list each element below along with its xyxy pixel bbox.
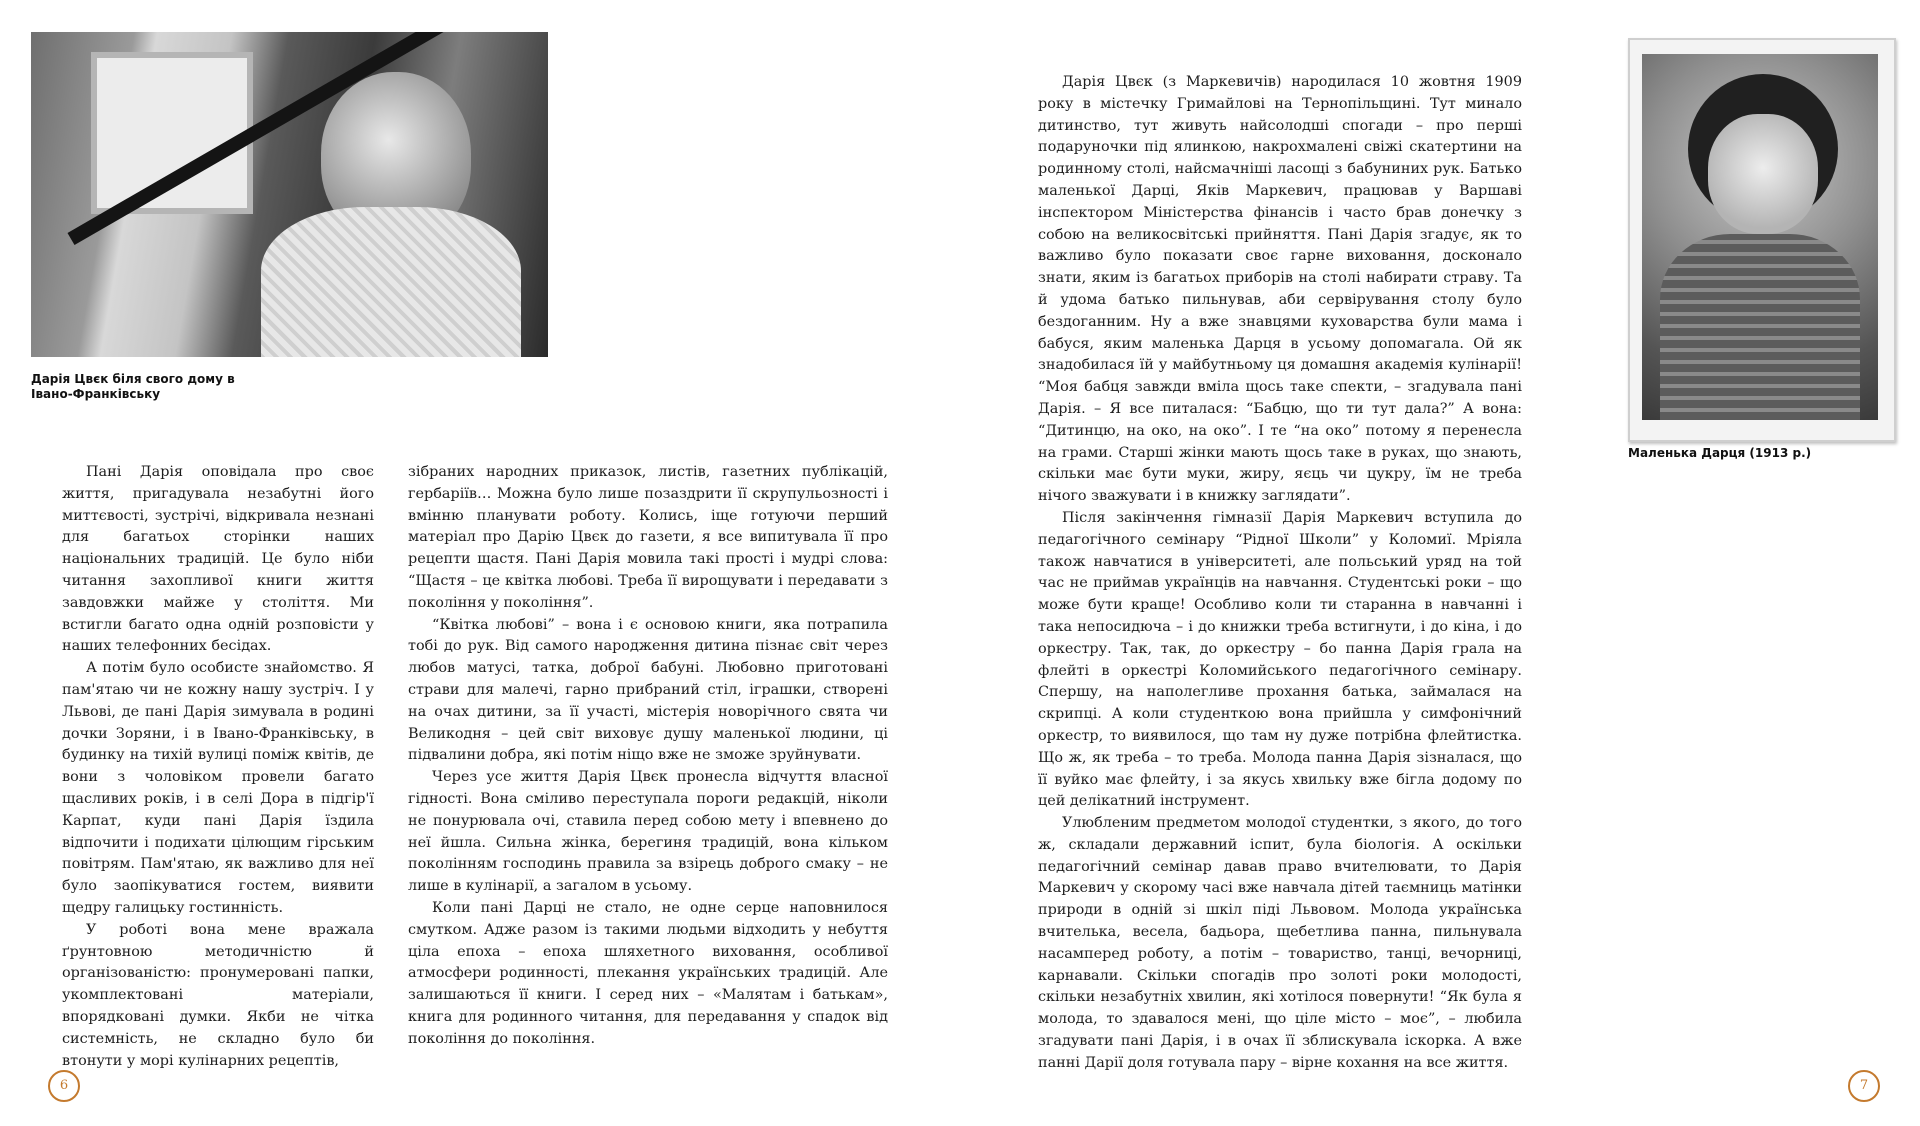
photo-girl-image bbox=[1642, 54, 1878, 420]
paragraph: Через усе життя Дарія Цвєк пронесла відчуття власної гідності. Вона сміливо переступала пороги редакцій, ніколи не понурювала очі, ставила перед собою мету і впевнено до неї йшла. Сильна жінка, берегиня традицій, вона кільком поколінням господинь правила за взірець доброго смаку – не лише в кулінарії, а загалом в усьому. bbox=[408, 769, 888, 895]
photo-little-darcia bbox=[1628, 38, 1896, 442]
paragraph: Коли пані Дарці не стало, не одне серце наповнилося смутком. Адже разом із такими людьми відходить у небуття ціла епоха – епоха шляхетного виховання, особливої атмосфери родинності, плекання українських традицій. Але залишаються її книги. І серед них – «Малятам і батькам», книга для родинного читання, для передавання у спадок від покоління до покоління. bbox=[408, 899, 888, 1047]
photo-girl-face bbox=[1708, 114, 1818, 234]
left-column-2 bbox=[408, 462, 888, 1051]
paragraph: Дарія Цвєк (з Маркевичів) народилася 10 жовтня 1909 року в містечку Гримайлові на Тернопільщині. Тут минало дитинство, тут живуть найсолодші спогади – про перші подаруночки під ялинкою, накрохмалені свіжі скатертини на родинному столі, найсмачніші ласощі з бабуниних рук. Батько маленької Дарці, Яків Маркевич, працював у Варшаві інспектором Міністерства фінансів і часто брав донечку з собою на великосвітські прийняття. Пані Дарія згадує, як то важливо було показати своє гарне виховання, досконало знати, яким із багатьох приборів на столі набирати страву. Та й удома батько пильнував, аби сервірування столу було бездоганним. Ну а вже знавцями куховарства були мама і бабуся, яким маленька Дарця в усьому допомагала. Ой як знадобилася їй у майбутньому ця домашня академія кулінарії! “Моя бабця завжди вміла щось таке спекти, – згадувала пані Дарія. – Я все питалася: “Бабцю, що ти тут дала?” А вона: “Дитинцю, на око, на око”. І те “на око” потому я перенесла на грами. Старші жінки мають щось таке в руках, що знають, скільки має бути муки, жиру, яєць чи цукру, їм не треба нічого зважувати і в книжку заглядати”. bbox=[1038, 74, 1522, 505]
page-number-left: 6 bbox=[48, 1070, 80, 1102]
photo-embroidered-shirt bbox=[261, 207, 521, 357]
left-photo-caption: Дарія Цвєк біля свого дому в Івано-Франківську bbox=[31, 372, 235, 401]
photo-window bbox=[91, 52, 253, 214]
page-number-right: 7 bbox=[1848, 1070, 1880, 1102]
paragraph: зібраних народних приказок, листів, газетних публікацій, гербаріїв… Можна було лише позаздрити її скрупульозності і вмінню планувати роботу. Колись, іще готуючи перший матеріал про Дарію Цвєк до газети, я все випитувала її про рецепти щастя. Пані Дарія мовила такі прості і мудрі слова: “Щастя – це квітка любові. Треба її вирощувати і передавати з покоління у покоління”. bbox=[408, 464, 888, 611]
right-column bbox=[1038, 72, 1522, 1075]
right-photo-caption: Маленька Дарця (1913 р.) bbox=[1628, 446, 1812, 460]
paragraph: У роботі вона мене вражала ґрунтовною методичністю й організованістю: пронумеровані папки, укомплектовані матеріали, впорядковані думки. Якби не чітка системність, не складно було би втонути у морі кулінарних рецептів, bbox=[62, 921, 374, 1069]
paragraph: А потім було особисте знайомство. Я пам'ятаю чи не кожну нашу зустріч. І у Львові, де пані Дарія зимувала в родині дочки Зоряни, і в Івано-Франківську, в будинку на тихій вулиці поміж квітів, де вони з чоловіком провели багато щасливих років, і в селі Дора в підгір'ї Карпат, куди пані Дарія їздила відпочити і подихати цілющим гірським повітрям. Пам'ятаю, як важливо для неї було заопікуватися гостем, виявити щедру галицьку гостинність. bbox=[62, 660, 374, 916]
paragraph: “Квітка любові” – вона і є основою книги, яка потрапила тобі до рук. Від самого народження дитина пізнає світ через любов матусі, татка, доброї бабуні. Любовно приготовані страви для малечі, гарно прибраний стіл, іграшки, створені на очах дитини, за її участі, містерія новорічного свята чи Великодня – цей світ виховує душу маленької людини, ці підвалини добра, які потім ніщо вже не зможе зруйнувати. bbox=[408, 616, 888, 764]
paragraph: Пані Дарія оповідала про своє життя, пригадувала незабутні його миттєвості, зустрічі, відкривала незнані для багатьох сторінки наших національних традицій. Це було ніби читання захопливої книги життя завдовжки майже у століття. Ми встигли багато одна одній розповісти у наших телефонних бесідах. bbox=[62, 464, 374, 655]
left-column-1 bbox=[62, 462, 374, 1072]
paragraph: Після закінчення гімназії Дарія Маркевич вступила до педагогічного семінару “Рідної Школи” у Коломиї. Мріяла також навчатися в університеті, але польський уряд на той час не приймав українців на навчання. Студентські роки – що може бути краще! Особливо коли ти старанна в навчанні і така непосидюча – і до книжки треба встигнути, і до кіна, і до оркестру. Так, так, до оркестру – бо панна Дарія грала на флейті в оркестрі Коломийського педагогічного семінару. Спершу, на наполегливе прохання батька, займалася на скрипці. А коли студенткою вона прийшла у симфонічний оркестр, то виявилося, що там ну дуже потрібна флейтистка. Що ж, як треба – то треба. Молода панна Дарія зізналася, що її вуйко має флейту, і за якусь хвильку вже бігла додому по цей делікатний інструмент. bbox=[1038, 509, 1522, 810]
photo-dress bbox=[1660, 234, 1860, 420]
photo-woman-with-flute bbox=[31, 32, 548, 357]
paragraph: Улюбленим предметом молодої студентки, з якого, до того ж, складали державний іспит, була біологія. А оскільки педагогічний семінар давав право вчителювати, то Дарія Маркевич у скорому часі вже навчала дітей таємниць матінки природи в одній зі шкіл піді Львовом. Молода українська вчителька, весела, бадьора, щебетлива панна, пильнувала насамперед роботу, а потім – товариство, танці, вечорниці, карнавали. Скільки спогадів про золоті роки молодості, скільки незабутніх хвилин, які хотілося повернути! “Як була я молода, то здавалося мені, що ціле місто – моє”, – любила згадувати пані Дарія, і в очах її зблискувала іскорка. А вже панні Дарії доля готувала пару – вірне кохання на все життя. bbox=[1038, 815, 1522, 1071]
